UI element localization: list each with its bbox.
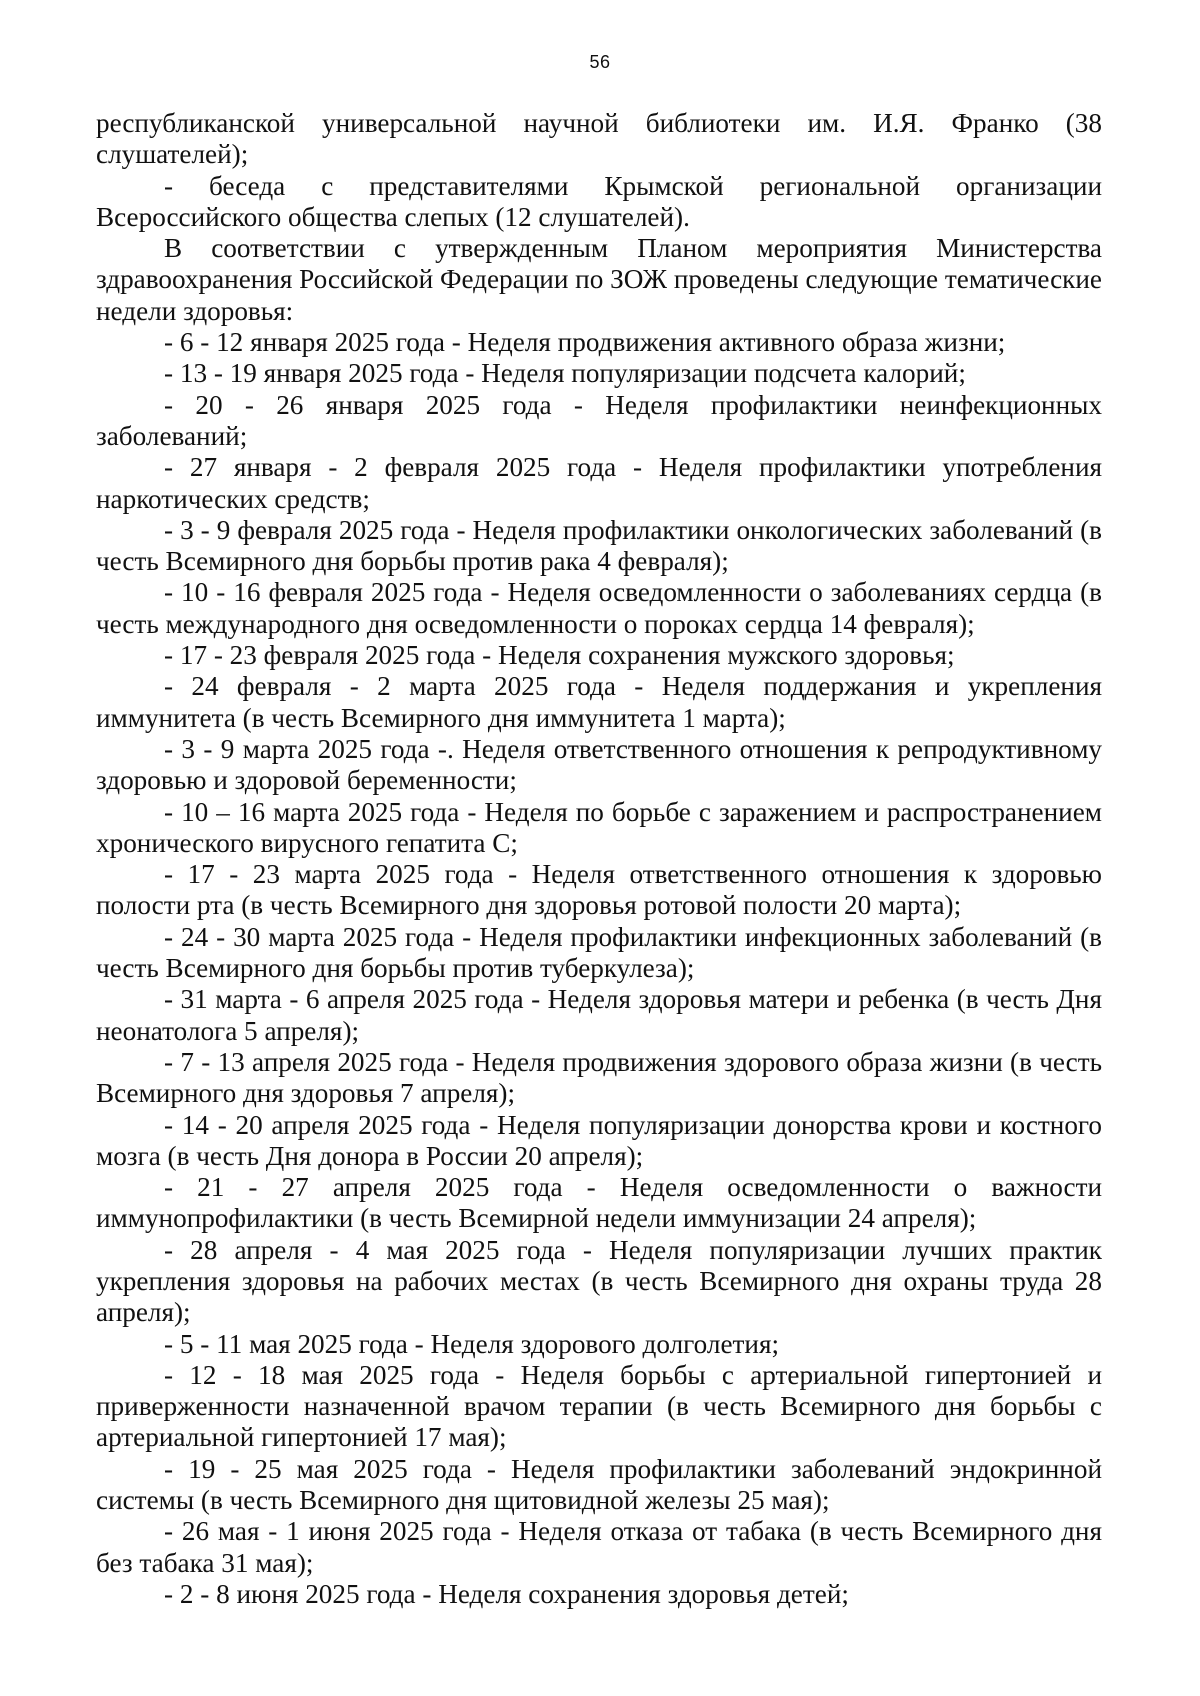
paragraph: - 10 - 16 февраля 2025 года - Неделя осведомленности о заболеваниях сердца (в честь международного дня осведомленности о пороках сердца 14 февраля); — [96, 577, 1102, 639]
paragraph: - 20 - 26 января 2025 года - Неделя профилактики неинфекционных заболеваний; — [96, 389, 1102, 451]
paragraph: - 3 - 9 февраля 2025 года - Неделя профилактики онкологических заболеваний (в честь Всемирного дня борьбы против рака 4 февраля); — [96, 514, 1102, 577]
paragraph: - 26 мая - 1 июня 2025 года - Неделя отказа от табака (в честь Всемирного дня без табака 31 мая); — [96, 1516, 1102, 1578]
document-body — [96, 108, 1102, 1610]
paragraph: - 2 - 8 июня 2025 года - Неделя сохранения здоровья детей; — [164, 1578, 849, 1609]
paragraph: - 12 - 18 мая 2025 года - Неделя борьбы с артериальной гипертонией и приверженности назначенной врачом терапии (в честь Всемирного дня борьбы с артериальной гипертонией 17 мая); — [96, 1359, 1102, 1453]
paragraph: - 21 - 27 апреля 2025 года - Неделя осведомленности о важности иммунопрофилактики (в честь Всемирной недели иммунизации 24 апреля); — [96, 1172, 1102, 1234]
paragraph: В соответствии с утвержденным Планом мероприятия Министерства здравоохранения Российской Федерации по ЗОЖ проведены следующие тематические недели здоровья: — [96, 233, 1102, 326]
paragraph: - 5 - 11 мая 2025 года - Неделя здорового долголетия; — [164, 1328, 780, 1359]
paragraph: - 31 марта - 6 апреля 2025 года - Неделя здоровья матери и ребенка (в честь Дня неонатолога 5 апреля); — [96, 984, 1102, 1046]
paragraph: - 3 - 9 марта 2025 года -. Неделя ответственного отношения к репродуктивному здоровью и здоровой беременности; — [96, 733, 1102, 796]
paragraph-continuation: республиканской универсальной научной библиотеки им. И.Я. Франко (38 слушателей); — [96, 108, 1102, 170]
paragraph: - 14 - 20 апреля 2025 года - Неделя популяризации донорства крови и костного мозга (в честь Дня донора в России 20 апреля); — [96, 1109, 1102, 1171]
page-number: 56 — [589, 52, 611, 72]
paragraph: - беседа с представителями Крымской региональной организации Всероссийского общества слепых (12 слушателей). — [96, 170, 1102, 232]
paragraph: - 28 апреля - 4 мая 2025 года - Неделя популяризации лучших практик укрепления здоровья на рабочих местах (в честь Всемирного дня охраны труда 28 апреля); — [96, 1234, 1102, 1328]
paragraph: - 24 февраля - 2 марта 2025 года - Неделя поддержания и укрепления иммунитета (в честь Всемирного дня иммунитета 1 марта); — [96, 671, 1102, 733]
paragraph: - 24 - 30 марта 2025 года - Неделя профилактики инфекционных заболеваний (в честь Всемирного дня борьбы против туберкулеза); — [96, 921, 1102, 984]
paragraph: - 10 – 16 марта 2025 года - Неделя по борьбе с заражением и распространением хронического вирусного гепатита С; — [96, 796, 1102, 858]
paragraph: - 17 - 23 марта 2025 года - Неделя ответственного отношения к здоровью полости рта (в честь Всемирного дня здоровья ротовой полости 20 марта); — [96, 859, 1102, 921]
paragraph: - 17 - 23 февраля 2025 года - Неделя сохранения мужского здоровья; — [164, 640, 955, 671]
paragraph: - 19 - 25 мая 2025 года - Неделя профилактики заболеваний эндокринной системы (в честь Всемирного дня щитовидной железы 25 мая); — [96, 1453, 1102, 1516]
paragraph: - 7 - 13 апреля 2025 года - Неделя продвижения здорового образа жизни (в честь Всемирного дня здоровья 7 апреля); — [96, 1046, 1102, 1109]
paragraph: - 27 января - 2 февраля 2025 года - Неделя профилактики употребления наркотических средств; — [96, 452, 1102, 514]
paragraph: - 13 - 19 января 2025 года - Неделя популяризации подсчета калорий; — [164, 358, 966, 389]
paragraph: - 6 - 12 января 2025 года - Неделя продвижения активного образа жизни; — [164, 327, 1006, 358]
